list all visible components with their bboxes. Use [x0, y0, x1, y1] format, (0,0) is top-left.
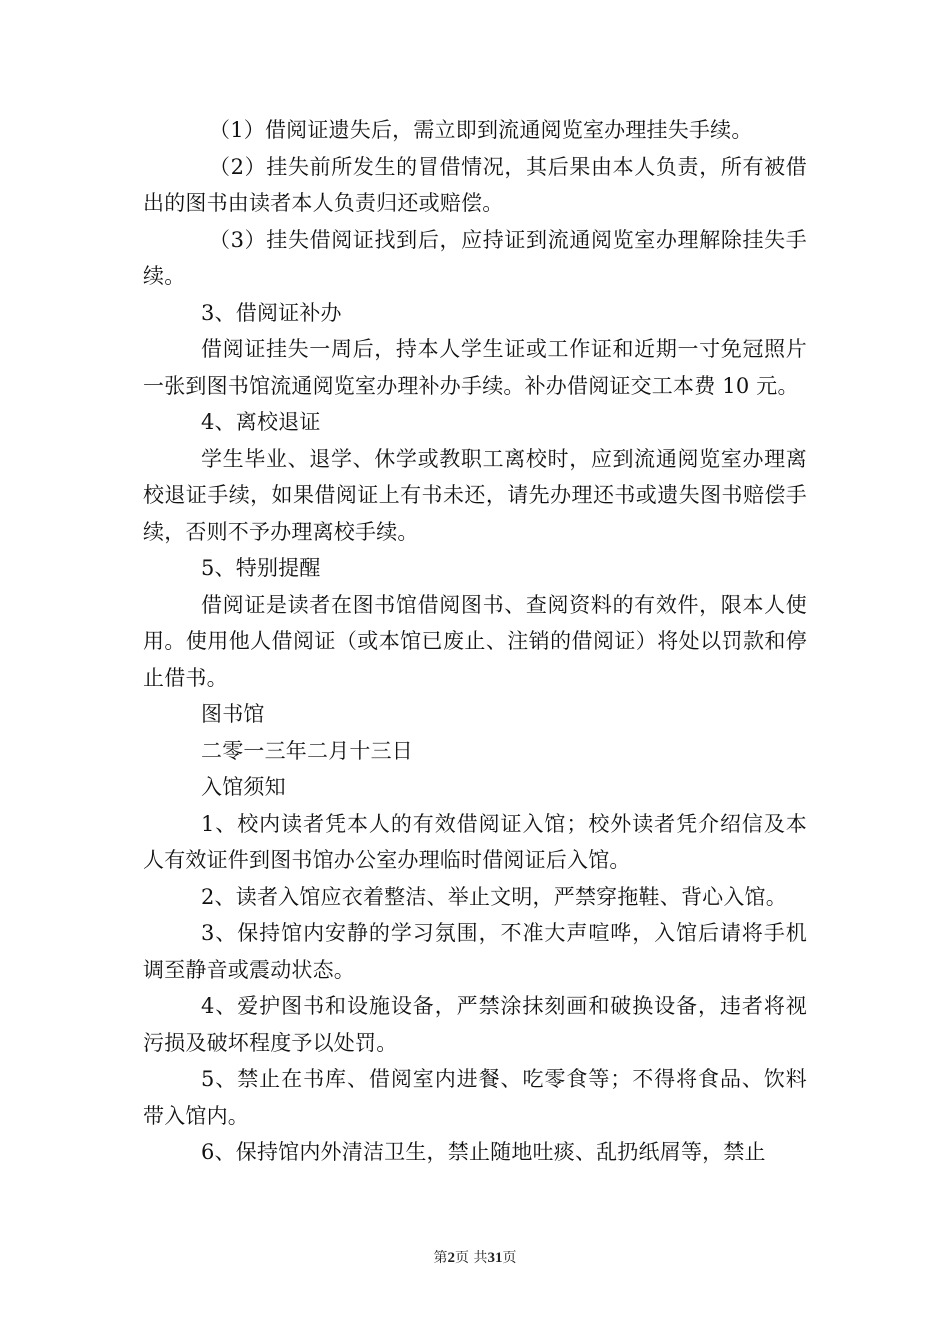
footer-middle: 页 共	[455, 1250, 488, 1266]
rule-item-5: 5、禁止在书库、借阅室内进餐、吃零食等；不得将食品、饮料带入馆内。	[143, 1067, 807, 1128]
signature-date: 二零一三年二月十三日	[201, 738, 413, 763]
rule-item-4: 4、爱护图书和设施设备，严禁涂抹刻画和破换设备，违者将视污损及破坏程度予以处罚。	[143, 994, 807, 1055]
heading-card-reissue: 3、借阅证补办	[201, 300, 342, 325]
footer-total-pages: 31	[487, 1250, 503, 1266]
signature-library: 图书馆	[201, 702, 265, 726]
paragraph-lost-card: （1）借阅证遗失后，需立即到流通阅览室办理挂失手续。	[209, 118, 753, 142]
footer-prefix: 第	[433, 1250, 448, 1266]
page-footer	[0, 1247, 950, 1267]
rule-item-2: 2、读者入馆应衣着整洁、举止文明，严禁穿拖鞋、背心入馆。	[201, 884, 787, 909]
rule-item-3: 3、保持馆内安静的学习氛围，不准大声喧哗，入馆后请将手机调至静音或震动状态。	[143, 921, 807, 982]
document-body	[143, 112, 807, 1171]
paragraph-card-found: （3）挂失借阅证找到后，应持证到流通阅览室办理解除挂失手续。	[143, 227, 807, 288]
heading-entry-notice: 入馆须知	[201, 775, 286, 799]
rule-item-6: 6、保持馆内外清洁卫生，禁止随地吐痰、乱扔纸屑等，禁止	[201, 1140, 766, 1164]
rule-item-1: 1、校内读者凭本人的有效借阅证入馆；校外读者凭介绍信及本人有效证件到图书馆办公室办理临时借阅证后入馆。	[143, 811, 807, 872]
footer-page-number: 2	[447, 1250, 456, 1266]
heading-leave-school: 4、离校退证	[201, 410, 321, 434]
paragraph-before-report: （2）挂失前所发生的冒借情况，其后果由本人负责，所有被借出的图书由读者本人负责归还或赔偿。	[143, 154, 807, 215]
heading-special-reminder: 5、特别提醒	[201, 556, 321, 580]
paragraph-special-reminder: 借阅证是读者在图书馆借阅图书、查阅资料的有效件，限本人使用。使用他人借阅证（或本馆已废止、注销的借阅证）将处以罚款和停止借书。	[143, 592, 807, 690]
footer-suffix: 页	[502, 1250, 517, 1266]
paragraph-card-reissue: 借阅证挂失一周后，持本人学生证或工作证和近期一寸免冠照片一张到图书馆流通阅览室办理补办手续。补办借阅证交工本费 10 元。	[143, 337, 807, 398]
paragraph-leave-school: 学生毕业、退学、休学或教职工离校时，应到流通阅览室办理离校退证手续，如果借阅证上有书未还，请先办理还书或遗失图书赔偿手续，否则不予办理离校手续。	[143, 446, 807, 544]
